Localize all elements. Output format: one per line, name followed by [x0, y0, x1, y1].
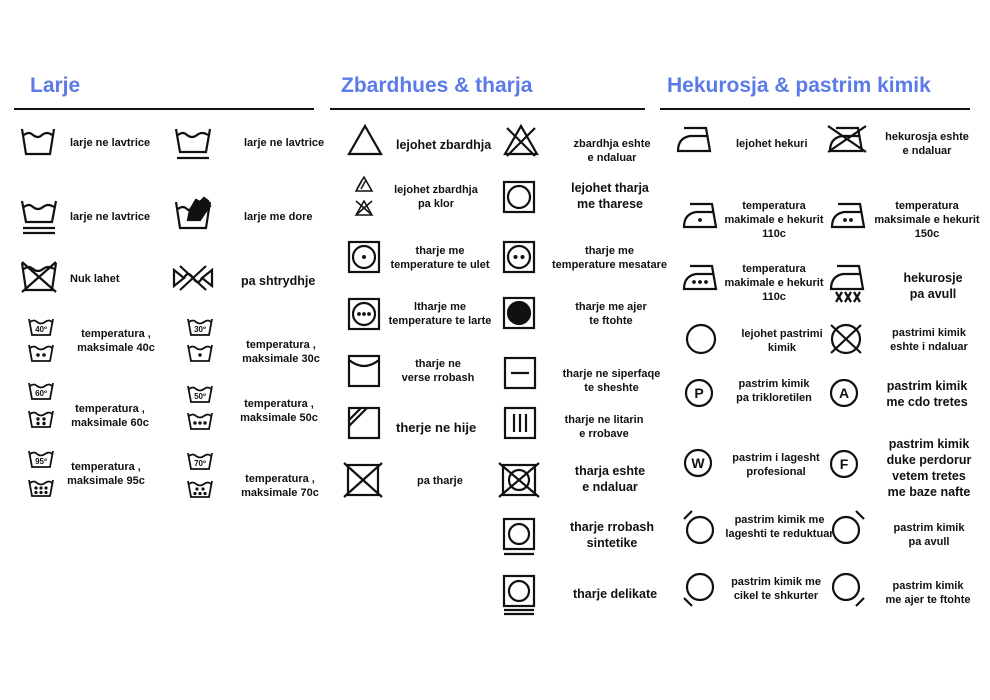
care-label-line: me tharese [576, 197, 643, 211]
do-not-wring-icon [170, 264, 216, 292]
care-label-line: tharje rrobash [569, 520, 655, 534]
washtub-icon [20, 126, 56, 158]
care-label [562, 137, 662, 165]
svg-text:W: W [691, 455, 705, 471]
care-label [555, 180, 665, 212]
care-label-line: lejohet zbardhja [394, 184, 478, 196]
care-label [732, 327, 832, 355]
care-label-line: vetem tretes [892, 469, 966, 483]
care-label-line: tharja eshte [574, 464, 646, 478]
care-label-line: temperature te ulet [390, 259, 490, 271]
care-label-line: lageshti te reduktuar [725, 528, 834, 540]
do-not-dry-icon [343, 462, 383, 498]
do-not-wash-icon [20, 260, 58, 294]
care-label-line: e rrobave [579, 428, 629, 440]
care-label [383, 357, 493, 385]
care-label [872, 378, 982, 410]
care-label [554, 413, 654, 441]
iron-3-dots-icon [682, 262, 720, 292]
care-label-line: pastrimi kimik [892, 327, 966, 339]
care-label [385, 300, 495, 328]
wash-5-dots-icon [186, 478, 214, 500]
wash-60-icon [27, 380, 55, 402]
care-label [724, 199, 824, 241]
iron-icon [676, 124, 714, 154]
care-label-line: temperatura , [246, 339, 316, 351]
dry-clean-short-cycle-icon [680, 568, 720, 610]
care-label-line: tharje me ajer [575, 301, 647, 313]
heading-divider [660, 108, 970, 110]
do-not-dry-clean-icon [828, 322, 864, 356]
care-label-line: duke perdorur [886, 453, 972, 467]
dry-clean-reduced-moisture-icon [680, 507, 720, 549]
care-label [385, 244, 495, 272]
care-label-line: tharje me [585, 245, 634, 257]
wash-95-icon [27, 448, 55, 470]
care-label-line: zbardhja eshte [573, 138, 651, 150]
care-label [726, 451, 826, 479]
care-label-line: pa trikloretilen [736, 392, 812, 404]
care-label: Nuk lahet [70, 273, 120, 285]
care-label-line: lejohet pastrimi [741, 328, 823, 340]
care-label: larje ne lavtrice [70, 137, 151, 149]
wash-70-icon [186, 450, 214, 472]
care-label-line: pastrim kimik [888, 437, 970, 451]
care-label-line: maksimale 50c [240, 412, 318, 424]
heading-divider [330, 108, 645, 110]
care-label [877, 130, 977, 158]
care-label [66, 327, 166, 355]
care-label [386, 183, 486, 211]
care-label-line: e ndaluar [582, 480, 638, 494]
care-label [724, 377, 824, 405]
care-label-line: me ajer te ftohte [885, 594, 971, 606]
care-label-line: temperatura , [81, 328, 151, 340]
care-label-line: temperatura [742, 263, 806, 275]
wash-50-icon [186, 383, 214, 405]
drip-dry-icon [503, 406, 537, 440]
care-label [56, 460, 156, 488]
care-label-line: pa avull [908, 536, 950, 548]
dry-clean-icon [684, 322, 718, 356]
svg-text:95º: 95º [35, 457, 47, 466]
care-label-line: pastrim kimik [738, 378, 810, 390]
tumble-dry-icon [502, 180, 536, 214]
care-label [717, 513, 842, 541]
non-chlorine-bleach-icon [354, 175, 374, 217]
care-label: larje ne lavtrice [70, 211, 151, 223]
care-label-line: pastrim kimik me [731, 576, 821, 588]
care-label-line: me baze nafte [887, 485, 971, 499]
washtub-bar-icon [174, 126, 212, 162]
care-label-line: e ndaluar [902, 145, 952, 157]
care-label-line: maksimale 95c [67, 475, 145, 487]
dry-clean-no-steam-icon [826, 507, 868, 549]
bleach-triangle-icon [347, 124, 383, 156]
care-label [554, 367, 669, 395]
care-label-line: pa klor [417, 198, 455, 210]
care-label-line: temperatura [742, 200, 806, 212]
tumble-dry-no-heat-icon [502, 296, 536, 330]
care-label-line: hekurosja eshte [885, 131, 969, 143]
dry-flat-icon [503, 356, 537, 390]
care-label [879, 326, 979, 354]
do-not-tumble-dry-icon [498, 462, 540, 498]
care-label-line: temperatura , [71, 461, 141, 473]
care-label [231, 338, 331, 366]
care-label-line: 110c [762, 228, 786, 240]
svg-text:A: A [838, 385, 850, 401]
care-label-line: maksimale 30c [242, 353, 320, 365]
care-label: pa tharje [417, 475, 463, 487]
care-label [726, 575, 826, 603]
care-label-line: pastrim kimik me [734, 514, 825, 526]
care-label-line: lejohet tharja [571, 181, 649, 195]
dry-clean-f-icon [828, 448, 860, 480]
care-label-line: sintetike [586, 536, 638, 550]
line-dry-icon [347, 354, 381, 388]
heading-divider [14, 108, 314, 110]
care-label-line: maksimale e hekurit [874, 214, 980, 226]
care-label [230, 472, 330, 500]
care-label [552, 244, 667, 272]
svg-text:50º: 50º [194, 392, 206, 401]
care-label [724, 262, 824, 304]
care-label-line: tharje ne [415, 358, 461, 370]
care-label [229, 397, 329, 425]
care-label-line: pastrim kimik [886, 379, 968, 393]
care-label-line: tharje ne litarin [564, 414, 644, 426]
care-label-line: tharje ne siperfaqe [562, 368, 661, 380]
care-label [60, 402, 160, 430]
washtub-double-bar-icon [20, 198, 58, 236]
care-label [878, 579, 978, 607]
wash-30-icon [186, 316, 214, 338]
care-label-line: te sheshte [584, 382, 639, 394]
care-label: pa shtrydhje [241, 274, 316, 288]
care-label: lejohet hekuri [736, 138, 808, 150]
hand-wash-icon [174, 196, 214, 232]
care-label: larje me dore [244, 211, 313, 223]
section-heading-larje: Larje [30, 74, 81, 97]
iron-2-dots-icon [830, 200, 868, 230]
care-label-line: pastrim i lagesht [732, 452, 820, 464]
care-label-line: 150c [914, 228, 940, 240]
tumble-dry-medium-icon [502, 240, 536, 274]
iron-1-dot-icon [682, 200, 720, 230]
care-label-line: 110c [762, 291, 786, 303]
care-label-line: cikel te shkurter [733, 590, 819, 602]
section-heading-zbardhues: Zbardhues & tharja [341, 74, 533, 97]
wash-2-dots-icon [27, 342, 55, 364]
care-label-line: me cdo tretes [886, 395, 968, 409]
care-label-line: pastrim kimik [892, 580, 964, 592]
dry-in-shade-icon [347, 406, 381, 440]
care-label-line: eshte i ndaluar [890, 341, 968, 353]
care-label-line: maksimale 70c [241, 487, 319, 499]
wet-clean-w-icon [682, 447, 714, 479]
tumble-dry-synthetic-icon [502, 517, 536, 557]
care-label [557, 519, 667, 551]
care-label-line: verse rrobash [401, 372, 475, 384]
care-label [555, 463, 665, 495]
iron-no-steam-icon [828, 262, 868, 304]
dry-clean-low-heat-icon [826, 568, 868, 610]
care-label: larje ne lavtrice [244, 137, 325, 149]
wash-40-icon [27, 316, 55, 338]
wash-1-dot-icon [186, 342, 214, 364]
svg-text:F: F [839, 456, 849, 472]
care-label-line: temperatura , [244, 398, 314, 410]
care-label: tharje delikate [573, 587, 658, 601]
care-label-line: temperatura [895, 200, 959, 212]
do-not-iron-icon [826, 124, 868, 154]
care-label [878, 270, 988, 302]
care-label-line: temperature mesatare [552, 259, 667, 271]
care-label-line: temperatura , [245, 473, 315, 485]
care-label-line: ltharje me [414, 301, 466, 313]
care-label-line: te ftohte [589, 315, 633, 327]
no-bleach-icon [503, 124, 539, 158]
tumble-dry-low-icon [347, 240, 381, 274]
care-label-line: kimik [767, 342, 797, 354]
tumble-dry-high-icon [347, 297, 381, 331]
svg-text:70º: 70º [194, 459, 206, 468]
care-label-line: temperatura , [75, 403, 145, 415]
care-label: therje ne hije [396, 420, 477, 435]
care-label-line: tharje me [415, 245, 465, 257]
care-label-line: maksimale 60c [71, 417, 149, 429]
care-label-line: makimale e hekurit [724, 214, 824, 226]
wash-3-dots-icon [186, 410, 214, 432]
care-label [879, 521, 979, 549]
care-label-line: hekurosje [903, 271, 963, 285]
care-label: lejohet zbardhja [396, 138, 492, 152]
wash-4-dots-icon [27, 408, 55, 430]
tumble-dry-delicate-icon [502, 574, 536, 616]
care-label-line: profesional [746, 466, 806, 478]
svg-text:P: P [694, 385, 704, 401]
care-label-line: pa avull [909, 287, 957, 301]
section-heading-hekurosja: Hekurosja & pastrim kimik [667, 74, 931, 97]
wash-6-dots-icon [27, 477, 55, 499]
svg-text:60º: 60º [35, 389, 47, 398]
care-label [874, 436, 984, 500]
svg-text:30º: 30º [194, 325, 206, 334]
care-label-line: temperature te larte [388, 315, 492, 327]
dry-clean-p-icon [683, 377, 715, 409]
care-label-line: makimale e hekurit [724, 277, 824, 289]
care-label-line: maksimale 40c [77, 342, 155, 354]
care-label-line: pastrim kimik [893, 522, 965, 534]
care-label [872, 199, 982, 241]
care-label [561, 300, 661, 328]
dry-clean-a-icon [828, 377, 860, 409]
svg-text:40º: 40º [35, 325, 47, 334]
care-label-line: e ndaluar [587, 152, 637, 164]
